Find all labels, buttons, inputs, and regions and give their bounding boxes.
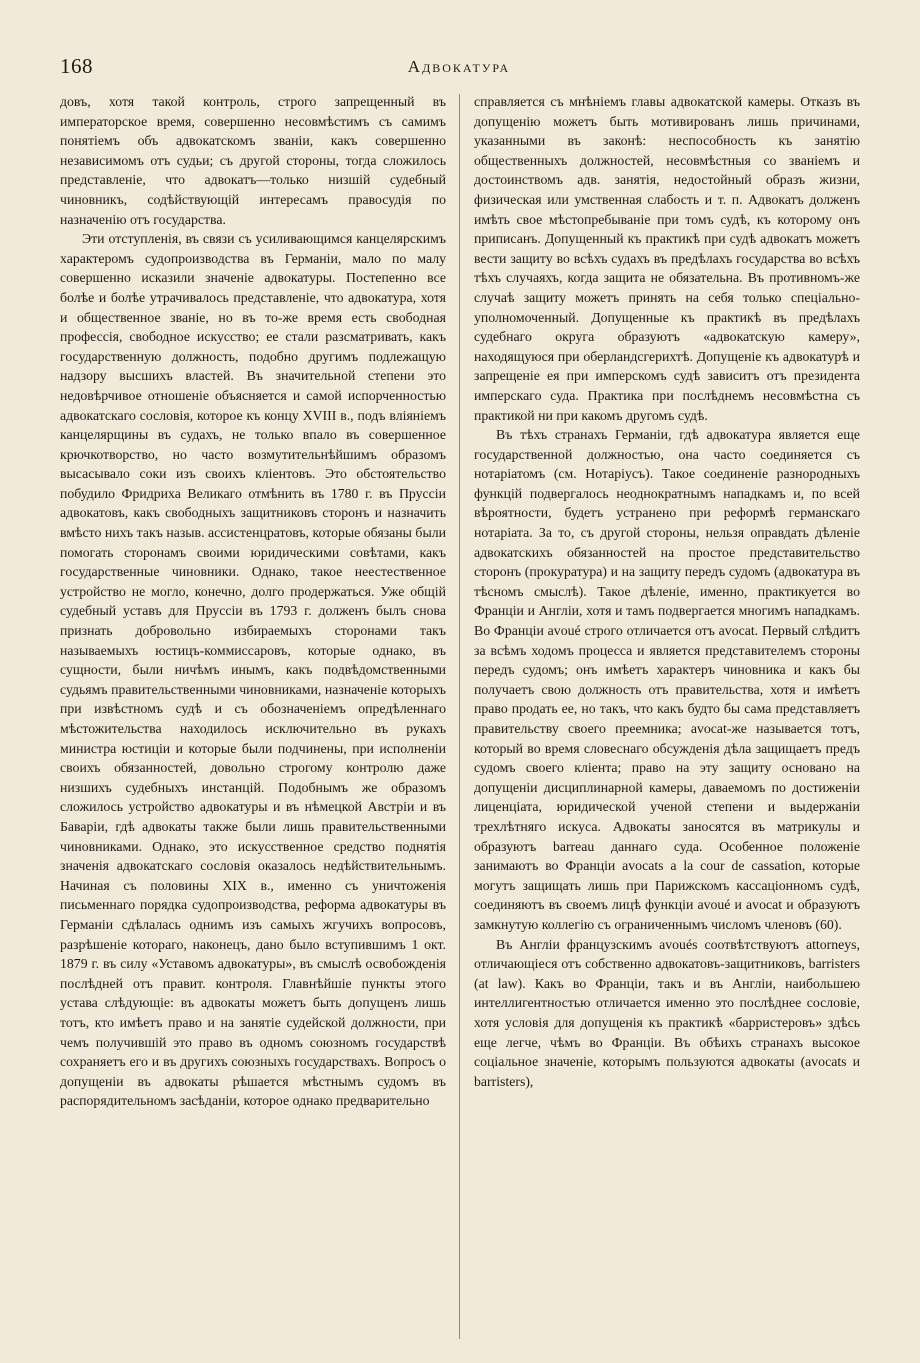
- left-column: [60, 92, 446, 1342]
- running-title: Адвокатура: [407, 57, 511, 76]
- column-divider: [459, 94, 460, 1339]
- paragraph: Эти отступленія, въ связи съ усиливающимся канцелярскимъ характеромъ судопроизводства въ Германіи, мало по малу совершенно исказили значеніе адвокатуры. Постепенно все болѣе и болѣе утрачивалось представленіе, что адвокатура, хотя и общественное званіе, но въ то-же время есть свободная профессія, свободное искусство; ее стали разсматривать, какъ государственную должность, подобно другимъ подлежащую надзору высшихъ властей. Въ значительной степени это недовѣрчивое отношеніе объясняется и самой испорченностью адвокатскаго сословія, которое къ концу XVIII в., подъ вліяніемъ канцелярщины въ судахъ, не только впало въ совершенное крючкотворство, но часто возмутительнѣйшимъ образомъ высасывало соки изъ своихъ кліентовъ. Это обстоятельство побудило Фридриха Великаго отмѣнить въ 1780 г. въ Пруссіи адвокатовъ, какъ свободныхъ защитниковъ сторонъ и назначить вмѣсто нихъ такъ назыв. ассистенцратовъ, которые обязаны были помогать сторонамъ своими юридическими совѣтами, какъ государственные чиновники. Однако, такое неестественное устройство не могло, конечно, долго продержаться. Уже общій судебный уставъ для Пруссіи въ 1793 г. долженъ былъ снова признать добровольно избираемыхъ сторонами такъ называемыхъ юстицъ-коммиссаровъ, которые однако, въ сущности, были ничѣмъ инымъ, какъ подвѣдомственными судьямъ правительственными чиновниками, назначеніе которыхъ при извѣстномъ судѣ и съ обозначеніемъ опредѣленнаго мѣстожительства находилось исключительно въ рукахъ министра юстиціи и которые были подчинены, при исполненіи своихъ обязанностей, довольно строгому контролю даже низшихъ судебныхъ инстанцій. Подобнымъ же образомъ сложилось устройство адвокатуры и въ нѣмецкой Австріи и въ Баваріи, гдѣ адвокаты также были лишь правительственными чиновниками. Однако, это искусственное средство поднятія значенія адвокатскаго сословія оказалось недѣйствительнымъ. Начиная съ половины XIX в., именно съ уничтоженія письменнаго порядка судопроизводства, реформа адвокатуры въ Германіи сдѣлалась однимъ изъ самыхъ жгучихъ вопросовъ, разрѣшеніе котораго, наконецъ, дано было вступившимъ 1 окт. 1879 г. въ силу «Уставомъ адвокатуры», въ смыслѣ освобожденія послѣдней отъ правит. контроля. Главнѣйшіе пункты этого устава слѣдующіе: въ адвокаты можетъ быть допущенъ лишь тотъ, кто имѣетъ право и на занятіе судейской должности, при чемъ получившій это право въ одномъ союзномъ государствѣ сохраняетъ его и въ другихъ союзныхъ государствахъ. Вопросъ о допущеніи въ адвокаты рѣшается мѣстнымъ судомъ въ распорядительномъ засѣданіи, которое однако предварительно: [60, 231, 446, 1109]
- right-column: [474, 92, 860, 1342]
- paragraph: довъ, хотя такой контроль, строго запрещенный въ императорское время, совершенно несовмѣстимъ съ самимъ понятіемъ объ адвокатскомъ званіи, какъ совершенно независимомъ отъ судьи; съ другой стороны, тогда сложилось представленіе, что адвокатъ—только низшій судебный чиновникъ, содѣйствующій интересамъ правосудія по назначенію отъ государства.: [60, 94, 446, 227]
- paragraph: Въ Англіи французскимъ avoués соотвѣтствуютъ attorneys, отличающіеся отъ собственно адвокатовъ-защитниковъ, barristers (at law). Какъ во Франціи, такъ и въ Англіи, наибольшею интеллигентностью отличается именно это послѣднее сословіе, хотя условія для допущенія къ практикѣ «барристеровъ» здѣсь еще легче, чѣмъ во Франціи. Въ обѣихъ странахъ высокое соціальное значеніе, которымъ пользуются адвокаты (avocats и barristers),: [474, 936, 860, 1089]
- text-columns: [60, 92, 860, 1342]
- page-number: 168: [60, 54, 93, 78]
- paragraph: справляется съ мнѣніемъ главы адвокатской камеры. Отказъ въ допущенію можетъ быть мотивированъ лишь причинами, указанными въ законѣ: неспособность къ занятію общественныхъ должностей, несовмѣстныя со званіемъ и достоинствомъ адв. занятія, недостойный образъ жизни, физическая или умственная слабость и т. п. Адвокатъ долженъ имѣть свое мѣстопребываніе при томъ судѣ, къ которому онъ приписанъ. Допущенный къ практикѣ при судѣ адвокатъ можетъ вести защиту во всѣхъ судахъ въ предѣлахъ государства во всѣхъ тѣхъ случаяхъ, когда защита не обязательна. Въ противномъ-же случаѣ защиту можетъ принять на себя только спеціально-уполномоченный. Допущенные къ практикѣ въ предѣлахъ судебнаго округа образуютъ «адвокатскую камеру», находящуюся при оберландсгерихтѣ. Допущеніе къ адвокатурѣ и запрещеніе ея при имперскомъ судѣ зависитъ отъ президента имперскаго суда. Практика при послѣднемъ несовмѣстна съ практикой ни при какомъ другомъ судѣ.: [474, 94, 860, 423]
- page-header: [60, 54, 858, 84]
- paragraph: Въ тѣхъ странахъ Германіи, гдѣ адвокатура является еще государственной должностью, она часто соединяется съ нотаріатомъ (см. Нотаріусъ). Такое соединеніе разнородныхъ функцій подвергалось неоднократнымъ нападкамъ и, по всей вѣроятности, будетъ устранено при реформѣ германскаго нотаріата. За то, съ другой стороны, нельзя оправдать дѣленіе адвокатскихъ обязанностей на простое представительство сторонъ (прокуратура) и на защиту передъ судомъ (адвокатура въ тѣсномъ смыслѣ). Такое дѣленіе, именно, практикуется во Франціи и Англіи, хотя и тамъ подвергается многимъ нападкамъ. Во Франціи avoué строго отличается отъ avocat. Первый слѣдитъ за всѣмъ ходомъ процесса и является представителемъ стороны передъ судомъ; онъ имѣетъ характеръ чиновника и какъ бы получаетъ свою должность отъ правительства, хотя и имѣетъ право продать ее, но такъ, что какъ будто бы сама представляетъ правительству своего преемника; avocat-же называется тотъ, который во время словеснаго обсужденія дѣла защищаетъ предъ судомъ своего кліента; право на эту защиту основано на допущеніи дисциплинарной камеры, даваемомъ по достиженіи лиценціата, юридической ученой степени и выдержаніи трехлѣтняго искуса. Адвокаты заносятся въ матрикулы и образуютъ barreau даннаго суда. Особенное положеніе занимаютъ во Франціи avocats a la cour de cassation, которые могутъ защищать лишь при Парижскомъ кассаціонномъ судѣ, соединяютъ въ своемъ лицѣ функціи avoué и avocat и образуютъ замкнутую коллегію съ ограниченнымъ числомъ членовъ (60).: [474, 427, 860, 932]
